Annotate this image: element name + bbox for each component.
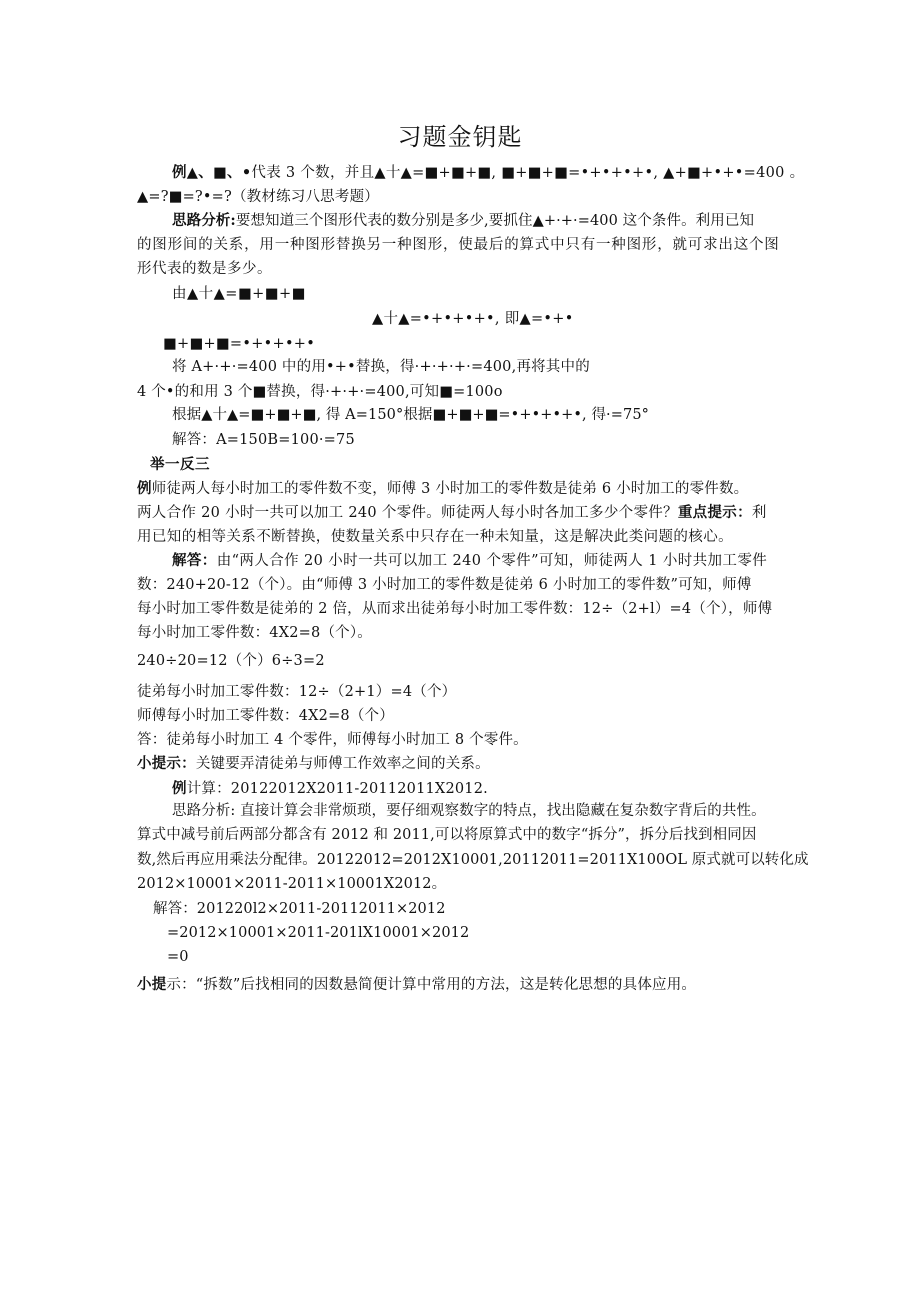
text-line xyxy=(172,430,355,450)
text-segment: 240÷20=12（个）6÷3=2 xyxy=(137,653,325,669)
text-line xyxy=(137,850,809,870)
text-line xyxy=(137,874,446,894)
bold-label: 举一反三 xyxy=(150,456,210,473)
text-line xyxy=(137,503,767,523)
text-line xyxy=(172,405,649,425)
text-segment: 每小时加工零件数：4X2=8（个）。 xyxy=(137,625,372,641)
text-line xyxy=(153,899,446,919)
bold-label: 解答： xyxy=(172,552,217,569)
text-segment: 解答：201220l2×2011-20112011×2012 xyxy=(153,901,446,917)
text-line xyxy=(137,259,272,279)
text-segment: ■+■+■=•+•+•+• xyxy=(163,336,316,352)
text-segment: 要想知道三个图形代表的数分别是多少,要抓住▲+·+·=400 这个条件。利用已知 xyxy=(235,213,755,229)
text-segment: 徒弟每小时加工零件数：12÷（2+1）=4（个） xyxy=(137,684,457,700)
text-line xyxy=(172,801,766,821)
text-segment: 每小时加工零件数是徒弟的 2 倍，从而求出徒弟每小时加工零件数：12÷（2+l）=4（个），师傅 xyxy=(137,601,773,617)
bold-label: 例 xyxy=(137,480,152,497)
bold-label: 例 xyxy=(172,780,187,797)
text-segment: 答：徒弟每小时加工 4 个零件，师傅每小时加工 8 个零件。 xyxy=(137,732,528,748)
text-line xyxy=(172,211,754,231)
text-line xyxy=(137,599,772,619)
text-segment: 师傅每小时加工零件数：4X2=8（个） xyxy=(137,708,394,724)
text-segment: 示：“拆数”后找相同的因数悬简便计算中常用的方法，这是转化思想的具体应用。 xyxy=(166,977,697,993)
text-line xyxy=(137,235,780,255)
text-segment: 两人合作 20 小时一共可以加工 240 个零件。师徒两人每小时各加工多少个零件？ xyxy=(137,505,678,521)
text-segment: 将 A+·+·=400 中的用•+•替换，得·+·+·+·=400,再将其中的 xyxy=(172,359,590,375)
text-segment: ▲=?■=?•=?（教材练习八思考题） xyxy=(137,189,379,205)
text-line xyxy=(172,163,804,183)
text-segment: 2012×10001×2011-2011×10001X2012。 xyxy=(137,876,447,892)
text-segment: 由“两人合作 20 小时一共可以加工 240 个零件”可知，师徒两人 1 小时共加工零件 xyxy=(216,553,768,569)
bold-label: 例▲、■、• xyxy=(172,164,252,181)
text-segment: 的图形间的关系，用一种图形替换另一种图形，使最后的算式中只有一种图形，就可求出这个图 xyxy=(137,237,780,253)
text-segment: ▲十▲=•+•+•+•, 即▲=•+• xyxy=(372,311,574,327)
text-line xyxy=(137,754,490,774)
text-segment: 代表 3 个数，并且▲十▲=■+■+■, ■+■+■=•+•+•+•, ▲+■+•+•=400 。 xyxy=(251,165,805,181)
text-line xyxy=(137,651,325,671)
text-line xyxy=(137,575,752,595)
text-line xyxy=(137,527,733,547)
text-line xyxy=(172,779,488,799)
text-line xyxy=(137,187,379,207)
text-segment: 利 xyxy=(751,505,767,521)
bold-label: 思路分析: xyxy=(172,212,236,229)
text-line xyxy=(150,455,210,475)
text-line xyxy=(172,551,767,571)
text-line xyxy=(137,623,372,643)
text-segment: 根据▲十▲=■+■+■, 得 A=150°根据■+■+■=•+•+•+•, 得·=75° xyxy=(172,407,650,423)
text-line xyxy=(163,334,315,354)
text-segment: 解答：A=150B=100·=75 xyxy=(172,432,355,448)
text-line xyxy=(137,382,503,402)
text-line xyxy=(137,479,748,499)
text-segment: 算式中减号前后两部分都含有 2012 和 2011,可以将原算式中的数字“拆分”，拆分后找到相同因 xyxy=(137,827,757,843)
text-segment: 由▲十▲=■+■+■ xyxy=(172,286,306,302)
text-segment: 计算：20122012X2011-20112011X2012. xyxy=(186,781,488,797)
text-line xyxy=(137,975,696,995)
text-segment: 关键要弄清徒弟与师傅工作效率之间的关系。 xyxy=(195,756,490,772)
text-segment: 数,然后再应用乘法分配律。20122012=2012X10001,20112011=2011X100OL 原式就可以转化成 xyxy=(137,852,809,868)
page-title: 习题金钥匙 xyxy=(397,123,523,151)
text-line xyxy=(172,357,590,377)
text-segment: 数：240+20-12（个）。由“师傅 3 小时加工的零件数是徒弟 6 小时加工的零件数”可知，师傅 xyxy=(137,577,752,593)
text-segment: 思路分析: 直接计算会非常烦琐，要仔细观察数字的特点，找出隐藏在复杂数字背后的共性。 xyxy=(172,803,766,819)
text-line xyxy=(137,825,756,845)
bold-label: 小提 xyxy=(137,976,167,993)
text-line xyxy=(137,682,456,702)
text-line xyxy=(172,284,306,304)
text-line xyxy=(137,706,394,726)
text-line xyxy=(167,923,469,943)
text-segment: 形代表的数是多少。 xyxy=(137,261,272,277)
text-segment: =0 xyxy=(167,949,189,965)
bold-label: 重点提示： xyxy=(677,504,752,521)
text-segment: =2012×10001×2011-201lX10001×2012 xyxy=(167,925,470,941)
bold-label: 小提示： xyxy=(137,755,196,772)
text-segment: 4 个•的和用 3 个■替换，得·+·+·=400,可知■=100o xyxy=(137,384,503,400)
text-line xyxy=(372,309,574,329)
text-line xyxy=(167,947,189,967)
text-line xyxy=(137,730,528,750)
text-segment: 师徒两人每小时加工的零件数不变，师傅 3 小时加工的零件数是徒弟 6 小时加工的零件数。 xyxy=(151,481,749,497)
text-segment: 用已知的相等关系不断替换，使数量关系中只存在一种未知量，这是解决此类问题的核心。 xyxy=(137,529,733,545)
